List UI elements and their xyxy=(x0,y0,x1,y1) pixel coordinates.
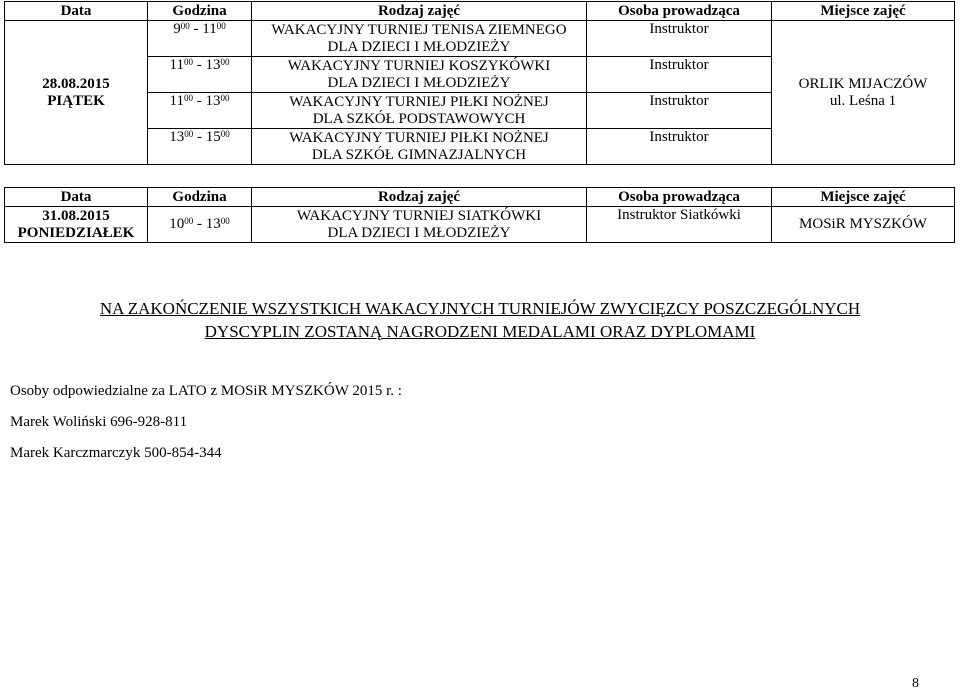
page-number: 8 xyxy=(912,676,919,691)
leader-cell: Instruktor xyxy=(587,129,772,165)
header-time: Godzina xyxy=(148,2,252,21)
schedule-table-monday xyxy=(4,187,955,243)
activity-cell: WAKACYJNY TURNIEJ PIŁKI NOŻNEJ DLA SZKÓŁ PODSTAWOWYCH xyxy=(252,93,587,129)
notice-line-2: DYSCYPLIN ZOSTANĄ NAGRODZENI MEDALAMI ORAZ DYPLOMAMI xyxy=(204,322,756,341)
activity-cell: WAKACYJNY TURNIEJ PIŁKI NOŻNEJ DLA SZKÓŁ GIMNAZJALNYCH xyxy=(252,129,587,165)
header-place: Miejsce zajęć xyxy=(772,2,955,21)
place-name: ORLIK MIJACZÓW xyxy=(798,75,928,92)
contacts-section xyxy=(10,382,402,475)
contact-person: Marek Karczmarczyk 500-854-344 xyxy=(10,445,222,461)
header-place: Miejsce zajęć xyxy=(772,188,955,207)
leader-cell: Instruktor xyxy=(587,93,772,129)
day-cell xyxy=(5,207,148,243)
table-row xyxy=(5,207,955,243)
place-address: ul. Leśna 1 xyxy=(829,92,897,109)
header-leader: Osoba prowadząca xyxy=(587,2,772,21)
place-cell xyxy=(772,21,955,165)
day-date: 31.08.2015 xyxy=(42,207,110,224)
leader-cell: Instruktor Siatkówki xyxy=(587,207,772,243)
time-cell: $11^{00} - 13^{00}$ xyxy=(148,57,252,93)
day-weekday: PONIEDZIAŁEK xyxy=(17,224,135,241)
notice-line-1: NA ZAKOŃCZENIE WSZYSTKICH WAKACYJNYCH TURNIEJÓW ZWYCIĘZCY POSZCZEGÓLNYCH xyxy=(99,299,861,318)
leader-cell: Instruktor xyxy=(587,21,772,57)
leader-cell: Instruktor xyxy=(587,57,772,93)
header-type: Rodzaj zajęć xyxy=(252,2,587,21)
time-cell: $10^{00} - 13^{00}$ xyxy=(148,207,252,243)
day-weekday: PIĄTEK xyxy=(47,92,105,109)
contact-person: Marek Woliński 696-928-811 xyxy=(10,414,188,430)
activity-cell: WAKACYJNY TURNIEJ KOSZYKÓWKI DLA DZIECI I MŁODZIEŻY xyxy=(252,57,587,93)
header-date: Data xyxy=(5,188,148,207)
header-date: Data xyxy=(5,2,148,21)
award-notice xyxy=(0,297,960,343)
time-cell: $11^{00} - 13^{00}$ xyxy=(148,93,252,129)
time-cell: $9^{00} - 11^{00}$ xyxy=(148,21,252,57)
time-cell: $13^{00} - 15^{00}$ xyxy=(148,129,252,165)
place-cell: MOSiR MYSZKÓW xyxy=(772,207,955,243)
header-row xyxy=(5,2,955,21)
activity-cell: WAKACYJNY TURNIEJ SIATKÓWKI DLA DZIECI I MŁODZIEŻY xyxy=(252,207,587,243)
table-row xyxy=(5,21,955,57)
header-type: Rodzaj zajęć xyxy=(252,188,587,207)
header-time: Godzina xyxy=(148,188,252,207)
header-leader: Osoba prowadząca xyxy=(587,188,772,207)
contacts-intro: Osoby odpowiedzialne za LATO z MOSiR MYSZKÓW 2015 r. : xyxy=(10,383,402,399)
header-row xyxy=(5,188,955,207)
schedule-table-friday xyxy=(4,1,955,165)
day-date: 28.08.2015 xyxy=(42,75,110,92)
activity-cell: WAKACYJNY TURNIEJ TENISA ZIEMNEGO DLA DZIECI I MŁODZIEŻY xyxy=(252,21,587,57)
day-cell xyxy=(5,21,148,165)
